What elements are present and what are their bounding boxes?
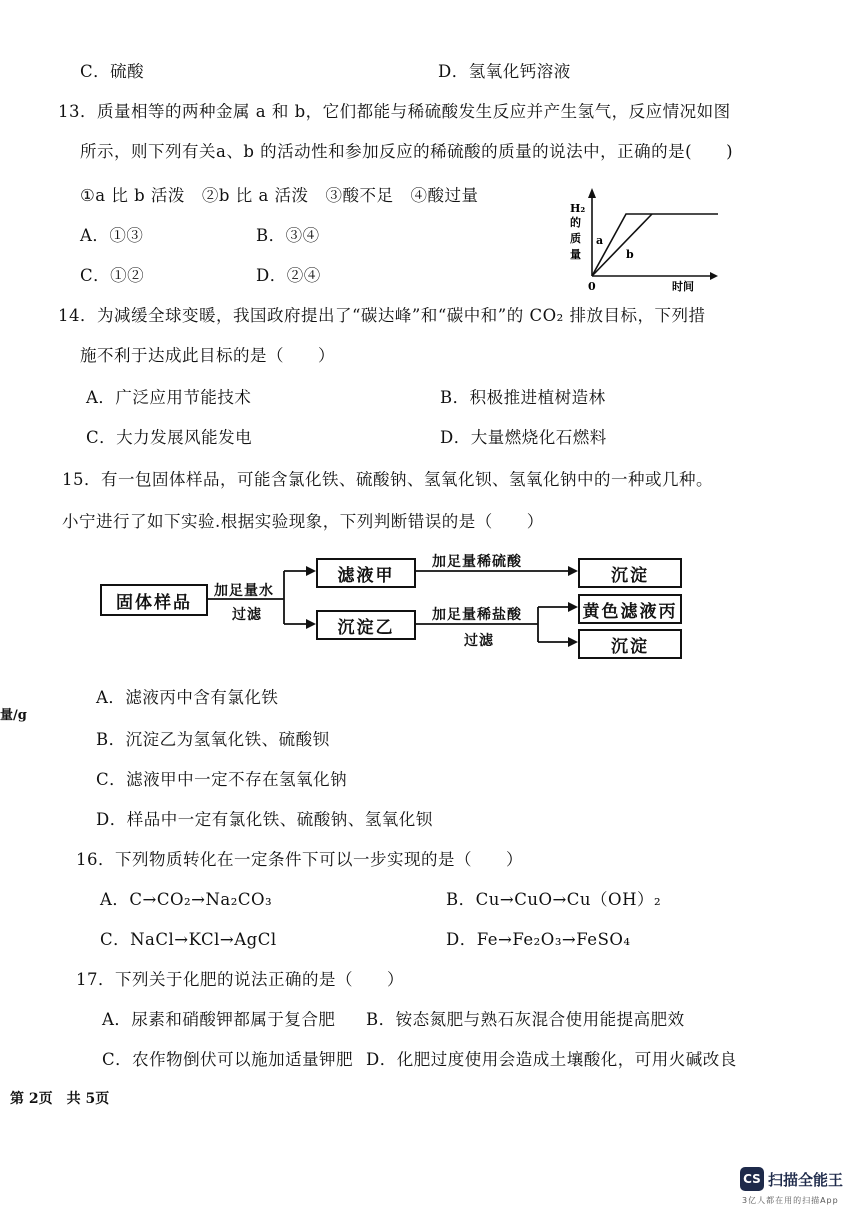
- flow-precip-b-box: 沉淀乙: [316, 610, 416, 640]
- q17-option-a: A．尿素和硝酸钾都属于复合肥: [102, 1010, 336, 1029]
- q14-option-a: A．广泛应用节能技术: [86, 388, 252, 407]
- flow-out1-box: 沉淀: [578, 558, 682, 588]
- q15-option-b: B．沉淀乙为氢氧化铁、硫酸钡: [96, 730, 330, 749]
- flow-step1-label: 加足量水: [214, 583, 274, 599]
- q15-option-a: A．滤液丙中含有氯化铁: [96, 688, 279, 707]
- scanner-logo-icon: CS: [740, 1167, 764, 1191]
- q15-stem-line1: 15．有一包固体样品，可能含氯化铁、硫酸钠、氢氧化钡、氢氧化钠中的一种或几种。: [62, 470, 713, 489]
- q15-option-c: C．滤液甲中一定不存在氢氧化钠: [96, 770, 348, 789]
- q17-option-d: D．化肥过度使用会造成土壤酸化，可用火碱改良: [366, 1050, 737, 1069]
- q13-stem-line1: 13．质量相等的两种金属 a 和 b，它们都能与稀硫酸发生反应并产生氢气，反应情况如图: [58, 102, 731, 121]
- q13-option-a: A．①③: [80, 226, 144, 245]
- q12-option-d: D．氢氧化钙溶液: [438, 62, 571, 81]
- flow-step2-label: 加足量稀硫酸: [432, 554, 522, 570]
- flow-out3-box: 沉淀: [578, 629, 682, 659]
- q13-graph-ylabel-4: 量: [570, 248, 581, 261]
- q13-graph-ylabel-2: 的: [570, 216, 581, 229]
- q16-option-b: B．Cu→CuO→Cu（OH）₂: [446, 890, 662, 909]
- q13-statements: ①a 比 b 活泼 ②b 比 a 活泼 ③酸不足 ④酸过量: [80, 186, 479, 205]
- q15-stem-line2: 小宁进行了如下实验.根据实验现象，下列判断错误的是（ ）: [62, 512, 544, 531]
- q13-graph-origin: 0: [588, 280, 596, 293]
- q17-option-b: B．铵态氮肥与熟石灰混合使用能提高肥效: [366, 1010, 685, 1029]
- page-footer: 第 2页 共 5页: [10, 1091, 110, 1107]
- q14-stem-line2: 施不利于达成此目标的是（ ）: [80, 346, 335, 365]
- q14-stem-line1: 14．为减缓全球变暖，我国政府提出了“碳达峰”和“碳中和”的 CO₂ 排放目标，下列措: [58, 306, 706, 325]
- scanner-app-tagline: 3亿人都在用的扫描App: [742, 1196, 839, 1205]
- q13-option-b: B．③④: [256, 226, 320, 245]
- q17-stem: 17．下列关于化肥的说法正确的是（ ）: [76, 970, 404, 989]
- q13-graph-ylabel-3: 质: [570, 232, 581, 245]
- q17-option-c: C．农作物倒伏可以施加适量钾肥: [102, 1050, 354, 1069]
- q13-graph-ylabel-1: H₂: [570, 202, 586, 215]
- q13-option-c: C．①②: [80, 266, 145, 285]
- q16-option-d: D．Fe→Fe₂O₃→FeSO₄: [446, 930, 631, 949]
- q16-option-c: C．NaCl→KCl→AgCl: [100, 930, 277, 949]
- flow-sample-box: 固体样品: [100, 584, 208, 616]
- flow-filtrate-a-box: 滤液甲: [316, 558, 416, 588]
- q16-stem: 16．下列物质转化在一定条件下可以一步实现的是（ ）: [76, 850, 523, 869]
- flow-step3-label: 加足量稀盐酸: [432, 607, 522, 623]
- q13-graph-label-b: b: [626, 248, 634, 261]
- scanner-app-name: 扫描全能王: [768, 1171, 844, 1189]
- flow-step3-sub-label: 过滤: [464, 633, 494, 649]
- q13-stem-line2: 所示，则下列有关a、b 的活动性和参加反应的稀硫酸的质量的说法中，正确的是( ): [80, 142, 734, 161]
- q14-option-c: C．大力发展风能发电: [86, 428, 253, 447]
- q13-graph-xlabel: 时间: [672, 280, 694, 293]
- q14-option-d: D．大量燃烧化石燃料: [440, 428, 607, 447]
- flow-step1-sub-label: 过滤: [232, 607, 262, 623]
- q12-option-c: C．硫酸: [80, 62, 145, 81]
- q16-option-a: A．C→CO₂→Na₂CO₃: [100, 890, 273, 909]
- margin-fragment: 量/g: [0, 708, 27, 723]
- q13-option-d: D．②④: [256, 266, 321, 285]
- flow-out2-box: 黄色滤液丙: [578, 594, 682, 624]
- q13-graph-label-a: a: [596, 234, 604, 247]
- q15-option-d: D．样品中一定有氯化铁、硫酸钠、氢氧化钡: [96, 810, 433, 829]
- q14-option-b: B．积极推进植树造林: [440, 388, 606, 407]
